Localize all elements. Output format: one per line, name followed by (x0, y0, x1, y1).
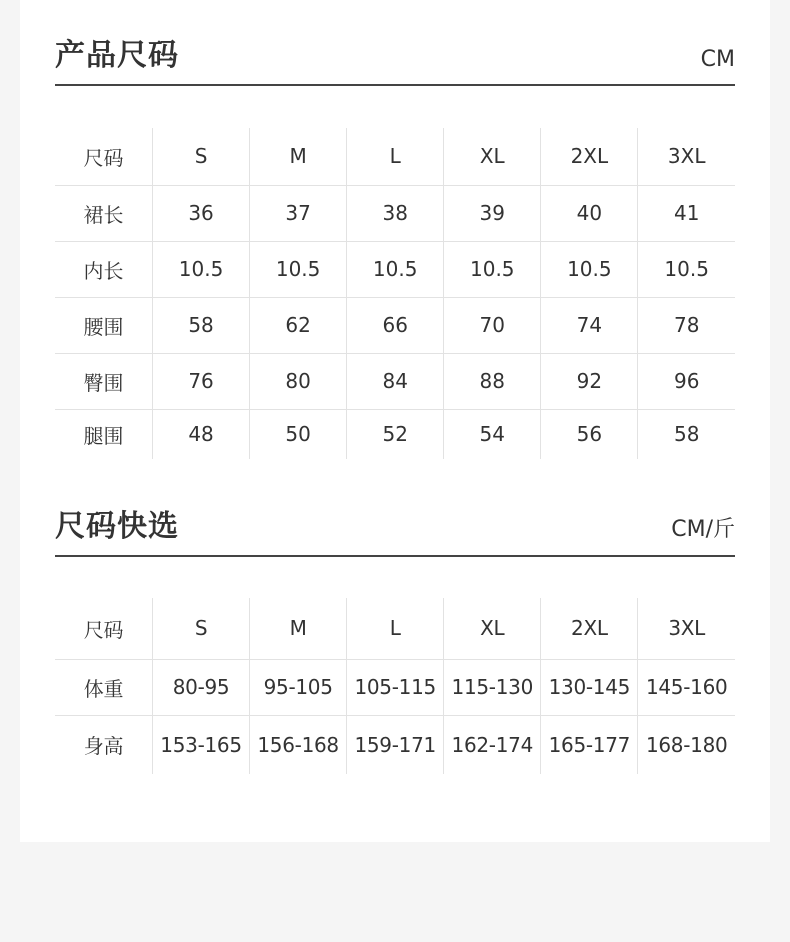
table-cell: 165-177 (541, 715, 638, 774)
table-cell: M (250, 128, 347, 185)
table-cell: 156-168 (250, 715, 347, 774)
table-cell: 身高 (83, 734, 124, 759)
table-header-row (55, 598, 735, 659)
table-cell: 裙长 (55, 185, 153, 241)
table-row (55, 353, 735, 409)
table-cell: 153-165 (153, 715, 250, 774)
table-cell: L (347, 128, 444, 185)
table-cell: 80-95 (153, 659, 250, 715)
table-cell: 内长 (55, 241, 153, 297)
table-cell: 96 (638, 353, 735, 409)
table-cell: 10.5 (541, 241, 638, 297)
table-cell: 92 (541, 353, 638, 409)
table-cell: 36 (153, 185, 250, 241)
table-cell: 84 (347, 353, 444, 409)
table-header-row (55, 128, 735, 185)
table-cell: S (153, 598, 250, 659)
table-cell: XL (444, 598, 541, 659)
quick-select-header (55, 507, 735, 557)
table-cell: 40 (541, 185, 638, 241)
table-cell: M (250, 598, 347, 659)
table-cell: 159-171 (347, 715, 444, 774)
table-cell: 尺码 (55, 598, 153, 659)
table-cell: 3XL (638, 128, 735, 185)
table-cell: 115-130 (444, 659, 541, 715)
table-cell: 62 (250, 297, 347, 353)
product-size-unit: CM (700, 47, 735, 72)
table-cell: 2XL (541, 598, 638, 659)
table-cell: 腿围 (83, 423, 124, 448)
table-cell: 105-115 (347, 659, 444, 715)
table-cell: 80 (250, 353, 347, 409)
table-cell: 38 (347, 185, 444, 241)
table-cell: 10.5 (347, 241, 444, 297)
table-cell: 3XL (638, 598, 735, 659)
table-cell: 39 (444, 185, 541, 241)
table-cell: 88 (444, 353, 541, 409)
table-cell: 56 (541, 409, 638, 459)
table-cell: 70 (444, 297, 541, 353)
table-row (55, 715, 735, 774)
table-cell: 41 (638, 185, 735, 241)
table-cell: 95-105 (250, 659, 347, 715)
table-cell: 130-145 (541, 659, 638, 715)
table-cell: XL (444, 128, 541, 185)
table-cell: 52 (347, 409, 444, 459)
table-cell: 尺码 (55, 128, 153, 185)
table-cell: 168-180 (638, 715, 735, 774)
table-cell: 66 (347, 297, 444, 353)
table-cell: 58 (153, 297, 250, 353)
table-cell: 58 (638, 409, 735, 459)
quick-select-unit: CM/斤 (671, 517, 735, 542)
table-cell: 50 (250, 409, 347, 459)
table-cell: 腰围 (55, 297, 153, 353)
table-cell: 74 (541, 297, 638, 353)
table-cell: 10.5 (444, 241, 541, 297)
table-cell: 2XL (541, 128, 638, 185)
product-size-title: 产品尺码 (55, 38, 179, 73)
quick-select-title: 尺码快选 (55, 509, 179, 544)
table-cell: 76 (153, 353, 250, 409)
table-cell: 145-160 (638, 659, 735, 715)
table-cell: 78 (638, 297, 735, 353)
table-cell: 54 (444, 409, 541, 459)
table-cell: 10.5 (153, 241, 250, 297)
table-cell: 10.5 (638, 241, 735, 297)
table-row (55, 241, 735, 297)
table-cell: S (153, 128, 250, 185)
table-cell: 臀围 (55, 353, 153, 409)
product-size-header (55, 36, 735, 86)
table-row (55, 409, 735, 459)
table-cell: L (347, 598, 444, 659)
product-size-table (55, 128, 735, 459)
table-cell: 体重 (55, 659, 153, 715)
table-cell: 37 (250, 185, 347, 241)
table-cell: 10.5 (250, 241, 347, 297)
quick-select-table (55, 598, 735, 774)
table-cell: 162-174 (444, 715, 541, 774)
table-row (55, 185, 735, 241)
table-cell: 48 (153, 409, 250, 459)
size-chart-card (20, 0, 770, 842)
table-row (55, 659, 735, 715)
table-row (55, 297, 735, 353)
